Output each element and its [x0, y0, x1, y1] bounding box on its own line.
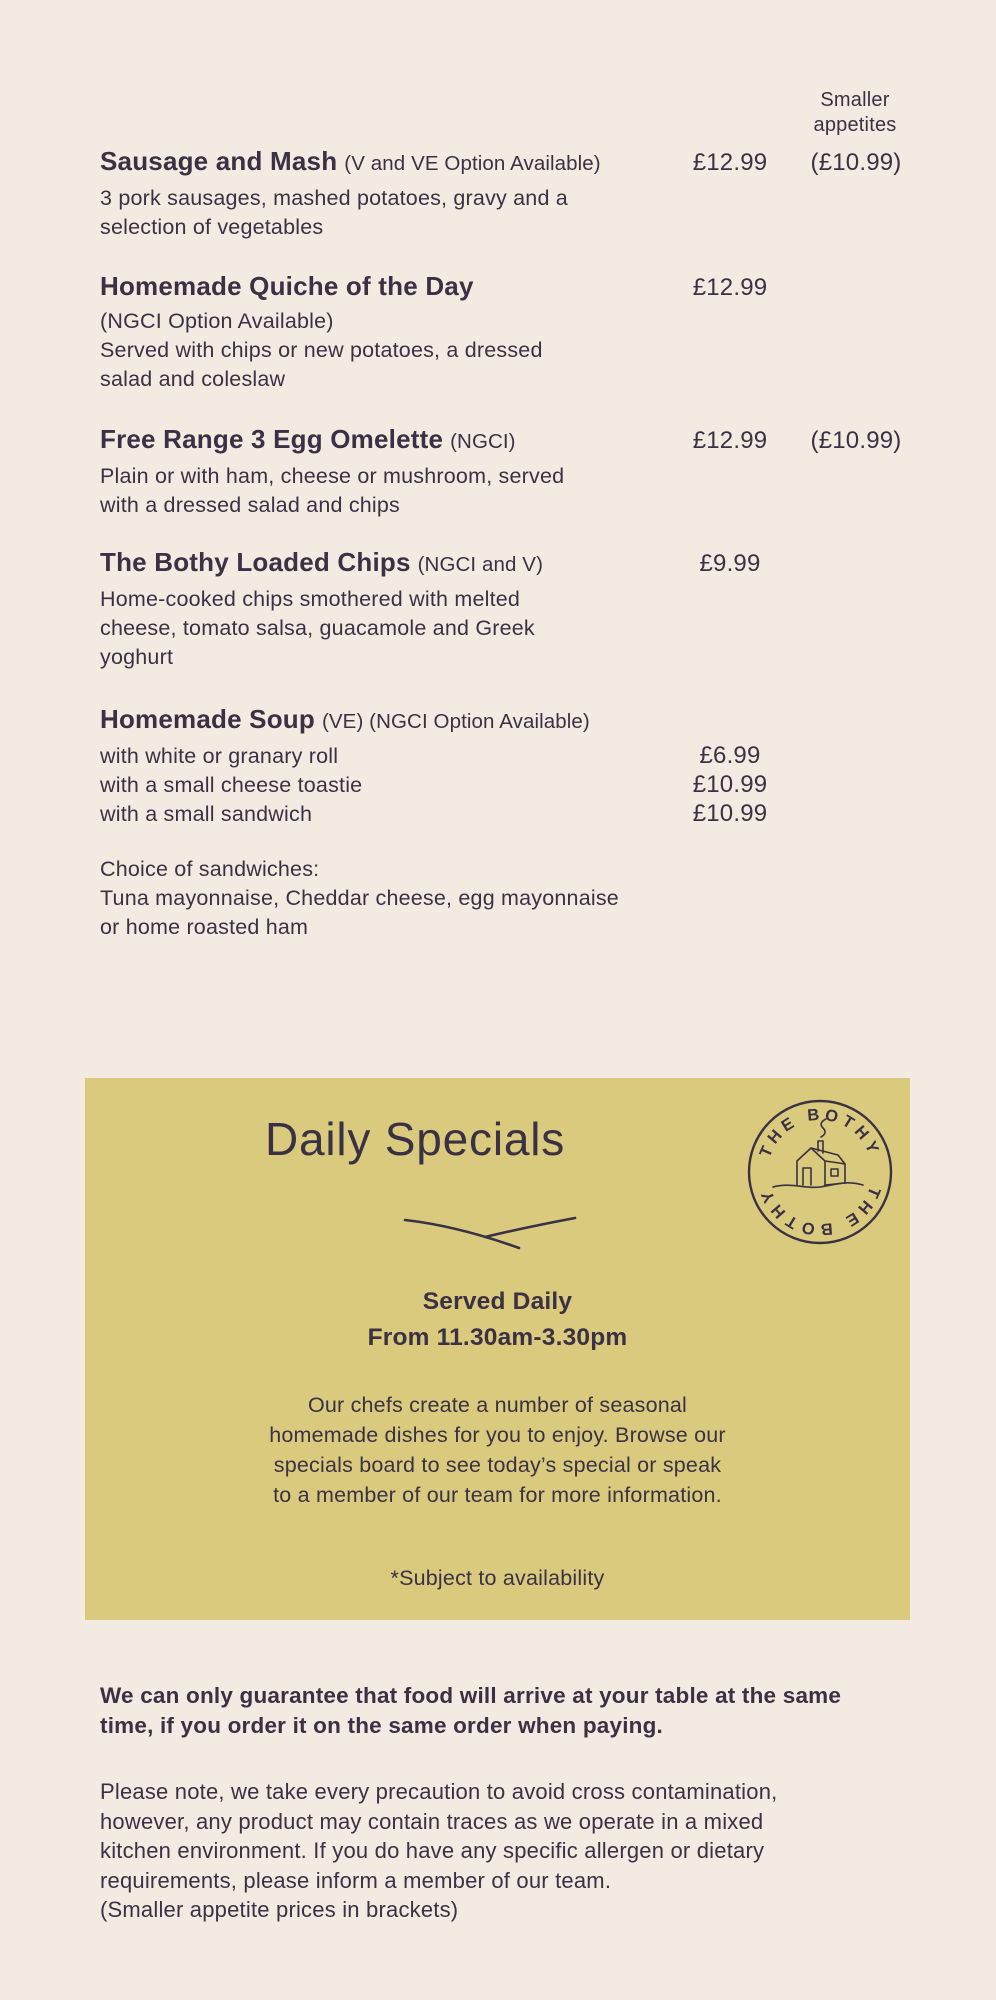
item-dietary-note: (VE) (NGCI Option Available) — [321, 710, 590, 733]
footer-guarantee-line: time, if you order it on the same order when paying. — [100, 1713, 663, 1738]
footer-allergen-note — [100, 1777, 940, 1925]
menu-item-loaded-chips — [100, 547, 930, 672]
bothy-logo-stamp — [745, 1097, 895, 1247]
smaller-appetites-line1: Smaller — [820, 89, 890, 111]
item-description-line: salad and coleslaw — [100, 367, 286, 391]
item-description-line: with a dressed salad and chips — [100, 493, 401, 517]
item-name: Sausage and Mash — [100, 146, 338, 176]
item-dietary-note: (NGCI) — [450, 430, 516, 453]
item-description — [100, 307, 930, 394]
item-price: £12.99 — [692, 274, 768, 301]
soup-option — [100, 742, 930, 771]
svg-text:THE BOTHY — [756, 1184, 883, 1238]
served-daily-line1: Served Daily — [422, 1288, 573, 1315]
footer-allergen-line: however, any product may contain traces as we operate in a mixed — [100, 1808, 764, 1834]
item-name: The Bothy Loaded Chips — [100, 547, 411, 577]
svg-text:THE BOTHY — [756, 1106, 883, 1160]
soup-option-label: with a small cheese toastie — [100, 773, 363, 797]
soup-option — [100, 771, 930, 800]
soup-option-label: with a small sandwich — [100, 802, 313, 826]
item-description-line: 3 pork sausages, mashed potatoes, gravy and a — [100, 186, 568, 210]
specials-description-line: to a member of our team for more information. — [273, 1483, 722, 1507]
item-price: £12.99 — [692, 427, 768, 454]
item-small-price: (£10.99) — [810, 149, 902, 176]
specials-description-line: specials board to see today’s special or speak — [273, 1453, 722, 1477]
item-description-line: Served with chips or new potatoes, a dressed — [100, 338, 543, 362]
item-title-row — [100, 424, 930, 457]
footer-guarantee-note — [100, 1681, 940, 1741]
footer-allergen-line: Please note, we take every precaution to avoid cross contamination, — [100, 1779, 778, 1804]
specials-description-line: Our chefs create a number of seasonal — [307, 1393, 688, 1417]
item-description-line: yoghurt — [100, 645, 174, 669]
menu-item-egg-omelette — [100, 424, 930, 520]
item-description-line: cheese, tomato salsa, guacamole and Greek — [100, 616, 535, 640]
item-price: £9.99 — [699, 550, 761, 577]
specials-description — [85, 1390, 910, 1510]
sandwich-choices-note — [100, 855, 930, 942]
daily-specials-title: Daily Specials — [264, 1113, 566, 1165]
availability-note: *Subject to availability — [390, 1566, 605, 1590]
sandwich-note-line: Tuna mayonnaise, Cheddar cheese, egg mayonnaise — [100, 886, 619, 910]
item-description — [100, 184, 930, 242]
smaller-appetites-line2: appetites — [813, 114, 897, 136]
soup-option — [100, 800, 930, 829]
footer-allergen-line: requirements, please inform a member of our team. — [100, 1867, 612, 1893]
footer-allergen-line: (Smaller appetite prices in brackets) — [100, 1897, 459, 1922]
served-daily-line2: From 11.30am-3.30pm — [367, 1324, 628, 1351]
soup-options — [100, 742, 930, 829]
specials-description-line: homemade dishes for you to enjoy. Browse our — [269, 1423, 726, 1447]
sandwich-note-line: or home roasted ham — [100, 915, 309, 939]
logo-text-top: THE BOTHY — [756, 1105, 884, 1160]
item-description-line: Home-cooked chips smothered with melted — [100, 587, 521, 611]
item-name: Homemade Quiche of the Day — [100, 271, 474, 301]
item-description-line: selection of vegetables — [100, 215, 324, 239]
soup-option-label: with white or granary roll — [100, 744, 339, 768]
item-dietary-note: (NGCI Option Available) — [100, 309, 334, 333]
item-dietary-note: (NGCI and V) — [417, 553, 543, 576]
menu-item-homemade-soup — [100, 704, 930, 829]
item-dietary-note: (V and VE Option Available) — [344, 152, 601, 175]
served-daily-block — [85, 1284, 910, 1356]
item-title-row — [100, 547, 930, 580]
logo-text-bottom: THE BOTHY — [756, 1184, 884, 1239]
footer-allergen-line: kitchen environment. If you do have any specific allergen or dietary — [100, 1838, 765, 1863]
swoosh-divider-icon — [403, 1203, 583, 1253]
footer-guarantee-line: We can only guarantee that food will arrive at your table at the same — [100, 1683, 842, 1708]
item-name: Free Range 3 Egg Omelette — [100, 424, 444, 454]
item-description — [100, 585, 930, 672]
item-title-row — [100, 271, 930, 302]
item-title-row — [100, 146, 930, 179]
menu-item-sausage-and-mash — [100, 146, 930, 242]
item-small-price: (£10.99) — [810, 427, 902, 454]
soup-option-price: £10.99 — [692, 771, 768, 798]
sandwich-note-line: Choice of sandwiches: — [100, 857, 320, 881]
item-description-line: Plain or with ham, cheese or mushroom, served — [100, 464, 565, 488]
soup-option-price: £6.99 — [699, 742, 761, 769]
item-title-row — [100, 704, 930, 737]
daily-specials-panel — [85, 1078, 910, 1620]
item-price: £12.99 — [692, 149, 768, 176]
item-description — [100, 462, 930, 520]
smaller-appetites-header — [780, 88, 930, 138]
item-name: Homemade Soup — [100, 704, 315, 734]
soup-option-price: £10.99 — [692, 800, 768, 827]
menu-item-homemade-quiche — [100, 271, 930, 394]
